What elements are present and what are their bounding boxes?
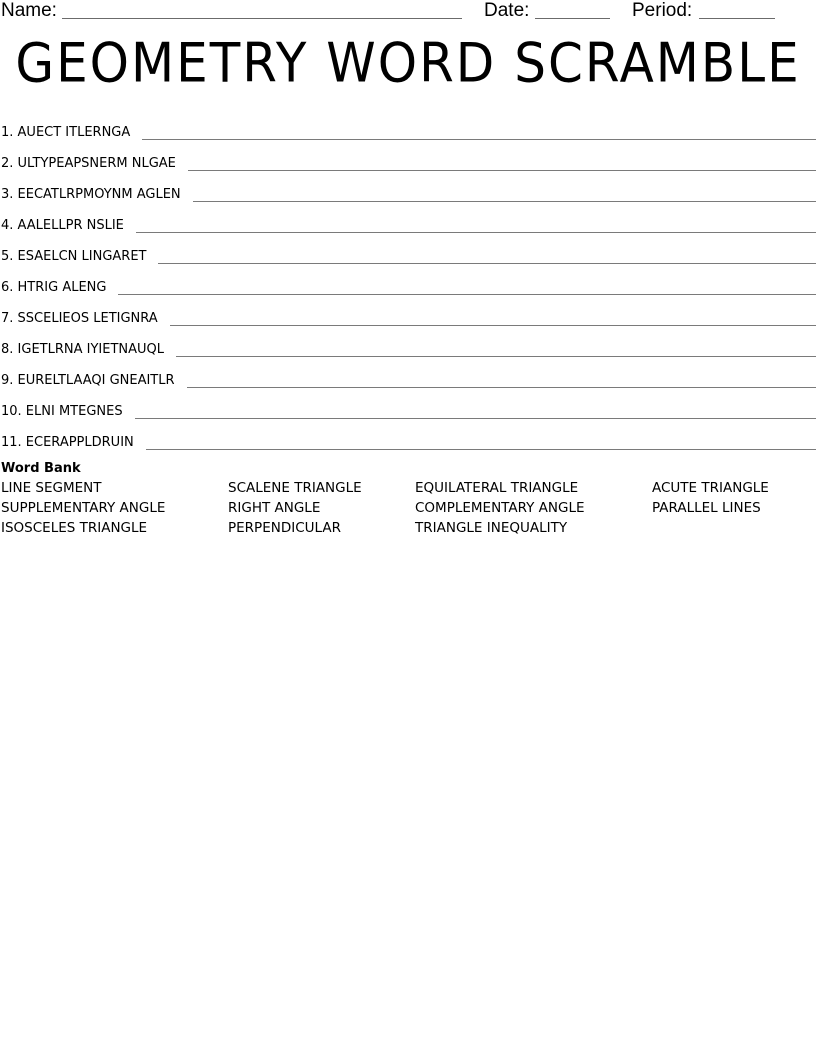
answer-line[interactable] — [135, 418, 816, 419]
period-field[interactable] — [699, 18, 775, 19]
word-bank — [1, 460, 816, 540]
puzzle-row — [0, 205, 816, 236]
word-bank-item: SCALENE TRIANGLE — [228, 480, 362, 496]
scrambled-word: 8. IGETLRNA IYIETNAUQL — [1, 342, 164, 357]
word-bank-item: TRIANGLE INEQUALITY — [415, 520, 568, 536]
answer-line[interactable] — [142, 139, 816, 140]
puzzle-row — [0, 391, 816, 422]
header-row — [0, 0, 816, 24]
scrambled-word: 1. AUECT ITLERNGA — [1, 125, 131, 140]
scrambled-word: 9. EURELTLAAQI GNEAITLR — [1, 373, 175, 388]
puzzle-row — [0, 112, 816, 143]
puzzle-row — [0, 174, 816, 205]
period-label: Period: — [632, 0, 693, 21]
scrambled-word: 4. AALELLPR NSLIE — [1, 218, 124, 233]
answer-line[interactable] — [187, 387, 816, 388]
scrambled-word: 10. ELNI MTEGNES — [1, 404, 123, 419]
word-bank-item: PARALLEL LINES — [652, 500, 761, 516]
answer-line[interactable] — [170, 325, 816, 326]
date-field[interactable] — [535, 18, 610, 19]
word-bank-item: COMPLEMENTARY ANGLE — [415, 500, 585, 516]
name-label: Name: — [1, 0, 57, 21]
puzzle-row — [0, 329, 816, 360]
date-label: Date: — [484, 0, 530, 21]
answer-line[interactable] — [176, 356, 816, 357]
word-bank-item: SUPPLEMENTARY ANGLE — [1, 500, 166, 516]
word-bank-item: ACUTE TRIANGLE — [652, 480, 769, 496]
word-bank-item: PERPENDICULAR — [228, 520, 341, 536]
word-bank-item: LINE SEGMENT — [1, 480, 102, 496]
answer-line[interactable] — [136, 232, 816, 233]
word-bank-grid — [1, 478, 816, 540]
word-bank-item: RIGHT ANGLE — [228, 500, 321, 516]
scrambled-word: 7. SSCELIEOS LETIGNRA — [1, 311, 158, 326]
answer-line[interactable] — [188, 170, 816, 171]
scrambled-word: 11. ECERAPPLDRUIN — [1, 435, 134, 450]
word-bank-item: ISOSCELES TRIANGLE — [1, 520, 148, 536]
scrambled-word: 3. EECATLRPMOYNM AGLEN — [1, 187, 181, 202]
puzzle-row — [0, 267, 816, 298]
puzzle-list — [0, 112, 816, 453]
scrambled-word: 6. HTRIG ALENG — [1, 280, 107, 295]
name-field[interactable] — [62, 18, 462, 19]
word-bank-item: EQUILATERAL TRIANGLE — [415, 480, 579, 496]
answer-line[interactable] — [118, 294, 816, 295]
answer-line[interactable] — [158, 263, 816, 264]
puzzle-row — [0, 298, 816, 329]
puzzle-row — [0, 422, 816, 453]
puzzle-row — [0, 236, 816, 267]
puzzle-row — [0, 143, 816, 174]
scrambled-word: 2. ULTYPEAPSNERM NLGAE — [1, 156, 176, 171]
answer-line[interactable] — [146, 449, 816, 450]
scrambled-word: 5. ESAELCN LINGARET — [1, 249, 147, 264]
puzzle-row — [0, 360, 816, 391]
page-title: GEOMETRY WORD SCRAMBLE — [15, 31, 801, 95]
word-bank-title: Word Bank — [1, 461, 81, 476]
answer-line[interactable] — [193, 201, 816, 202]
